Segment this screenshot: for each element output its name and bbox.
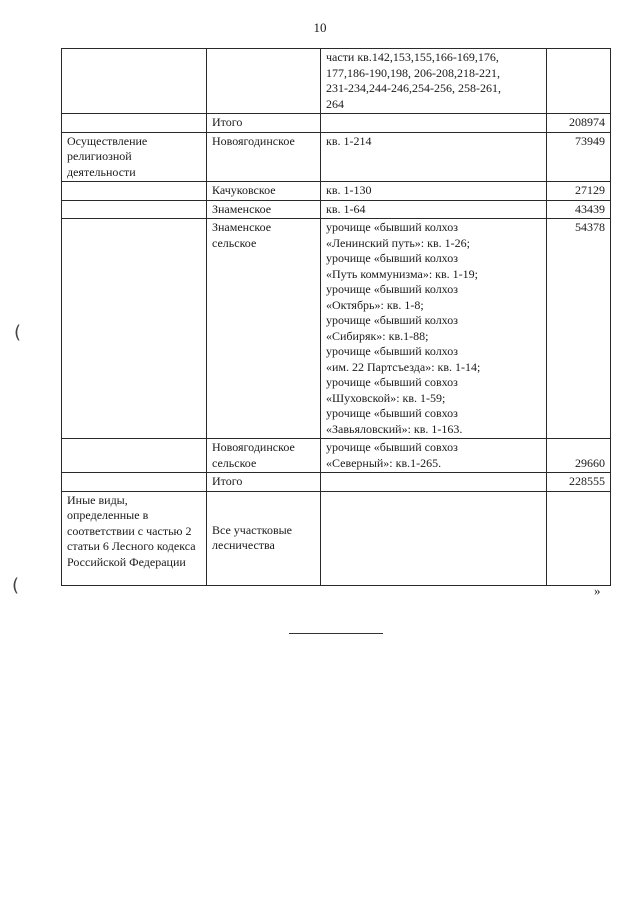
forestry-cell: Все участковые лесничества: [207, 491, 321, 585]
closing-quote: »: [594, 583, 601, 598]
table-row: [62, 49, 611, 114]
forestry-cell: Итого: [207, 473, 321, 492]
area-cell: [547, 49, 611, 114]
area-cell: 228555: [547, 473, 611, 492]
purpose-cell: Осуществление религиозной деятельности: [62, 132, 207, 182]
purpose-cell: [62, 182, 207, 201]
parcels-cell: части кв.142,153,155,166-169,176, 177,186-190,198, 206-208,218-221, 231-234,244-246,254-256, 258-261, 264: [321, 49, 547, 114]
table-row: [62, 132, 611, 182]
table-row: [62, 114, 611, 133]
purpose-cell: [62, 49, 207, 114]
area-cell: [547, 491, 611, 585]
parcels-cell: [321, 473, 547, 492]
table-row: [62, 439, 611, 473]
table-row: [62, 491, 611, 585]
purpose-cell: [62, 114, 207, 133]
purpose-cell: [62, 439, 207, 473]
area-cell: 43439: [547, 200, 611, 219]
forestry-cell: Знаменское: [207, 200, 321, 219]
forestry-cell: Итого: [207, 114, 321, 133]
forestry-cell: Новоягодинское сельское: [207, 439, 321, 473]
table-row: [62, 473, 611, 492]
parcels-cell: кв. 1-214: [321, 132, 547, 182]
purpose-cell: [62, 200, 207, 219]
table-row: [62, 182, 611, 201]
forestry-cell: Новоягодинское: [207, 132, 321, 182]
forestry-cell: Знаменское сельское: [207, 219, 321, 439]
forestry-use-table: [61, 48, 611, 586]
binding-hole-mark-bottom: (: [12, 575, 20, 596]
parcels-cell: урочище «бывший совхоз «Северный»: кв.1-265.: [321, 439, 547, 473]
area-cell: 73949: [547, 132, 611, 182]
parcels-cell: кв. 1-64: [321, 200, 547, 219]
parcels-cell: [321, 114, 547, 133]
parcels-cell: урочище «бывший колхоз «Ленинский путь»: кв. 1-26; урочище «бывший колхоз «Путь коммунизма»: кв. 1-19; урочище «бывший колхоз «Октябрь»: кв. 1-8; урочище «бывший колхоз «Сибиряк»: кв.1-88; урочище «бывший колхоз «им. 22 Партсъезда»: кв. 1-14; урочище «бывший совхоз «Шуховской»: кв. 1-59; урочище «бывший совхоз «Завьяловский»: кв. 1-163.: [321, 219, 547, 439]
end-rule: [289, 633, 383, 634]
forestry-cell: Качуковское: [207, 182, 321, 201]
area-cell: 29660: [547, 439, 611, 473]
purpose-cell: [62, 219, 207, 439]
parcels-cell: [321, 491, 547, 585]
purpose-cell: [62, 473, 207, 492]
parcels-cell: кв. 1-130: [321, 182, 547, 201]
area-cell: 54378: [547, 219, 611, 439]
area-cell: 27129: [547, 182, 611, 201]
forestry-cell: [207, 49, 321, 114]
page-number: 10: [313, 20, 327, 35]
purpose-cell: Иные виды, определенные в соответствии с частью 2 статьи 6 Лесного кодекса Российской Федерации: [62, 491, 207, 585]
binding-hole-mark-top: (: [14, 322, 22, 343]
table-row: [62, 200, 611, 219]
area-cell: 208974: [547, 114, 611, 133]
table-row: [62, 219, 611, 439]
